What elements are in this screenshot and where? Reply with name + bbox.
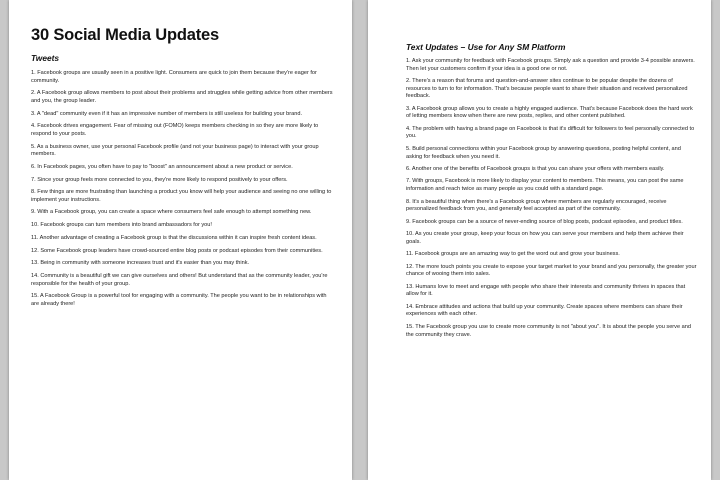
list-item: 4. Facebook drives engagement. Fear of missing out (FOMO) keeps members checking in so they are more likely to respond to your posts. — [31, 123, 319, 137]
list-item: 13. Being in community with someone increases trust and it's easier than you may think. — [31, 260, 250, 267]
list-item: 9. Facebook groups can be a source of never-ending source of blog posts, podcast episodes, and product titles. — [406, 218, 683, 225]
text-update-list — [406, 58, 697, 339]
list-item: 11. Another advantage of creating a Facebook group is that the discussions within it can inspire fresh content ideas. — [31, 234, 317, 241]
list-item: 8. Few things are more frustrating than launching a product you know will help your audience and seeing no one willing to implement your instructions. — [31, 189, 332, 203]
list-item: 6. In Facebook pages, you often have to pay to "boost" an announcement about a new product or service. — [31, 163, 293, 170]
list-item: 7. Since your group feels more connected to you, they're more likely to respond positively to your offers. — [31, 176, 288, 183]
list-item: 3. A "dead" community even if it has an impressive number of members is still useless for building your brand. — [31, 110, 303, 117]
tweet-list — [31, 70, 336, 308]
list-item: 12. Some Facebook group leaders have crowd-sourced entire blog posts or podcast episodes from their communities. — [31, 247, 323, 254]
list-item: 4. The problem with having a brand page on Facebook is that it's difficult for followers to feel personally connected to you. — [406, 125, 695, 140]
list-item: 1. Facebook groups are usually seen in a positive light. Consumers are quick to join them because they're eager for community. — [31, 70, 317, 84]
list-item: 13. Humans love to meet and engage with people who share their interests and community thrives in spaces that allow for it. — [406, 283, 686, 298]
list-item: 14. Embrace attitudes and actions that build up your community. Create spaces where members can share their experiences with each other. — [406, 303, 683, 318]
document-page-right — [368, 0, 711, 480]
list-item: 15. The Facebook group you use to create more community is not "about you". It is about the people you serve and the community they crave. — [406, 323, 691, 338]
list-item: 9. With a Facebook group, you can create a space where consumers feel safe enough to attempt something new. — [31, 209, 312, 216]
document-page-left — [9, 0, 352, 480]
list-item: 14. Community is a beautiful gift we can give ourselves and others! But understand that as the community leader, you're responsible for the health of your group. — [31, 272, 328, 287]
list-item: 7. With groups, Facebook is more likely to display your content to members. This means, you can post the same information and reach twice as many people as you could with a standard page. — [406, 178, 684, 193]
list-item: 11. Facebook groups are an amazing way to get the word out and grow your business. — [406, 251, 620, 258]
section-heading-tweets: Tweets — [31, 53, 60, 63]
list-item: 2. A Facebook group allows members to post about their problems and struggles while getting advice from other members and you, the group leader. — [31, 90, 333, 104]
list-item: 10. As you create your group, keep your focus on how you can serve your members and help them achieve their goals. — [406, 231, 684, 245]
list-item: 15. A Facebook Group is a powerful tool for engaging with a community. The people you want to be in relationships with are already there! — [31, 293, 327, 307]
list-item: 3. A Facebook group allows you to create a highly engaged audience. That's because Facebook does the hard work of letting members know when there are new posts, replies, and other content published. — [406, 105, 693, 120]
list-item: 8. It's a beautiful thing when there's a Facebook group where members are regularly encouraged, receive personalized feedback from you, and generally feel accepted as part of the community. — [406, 198, 667, 213]
list-item: 12. The more touch points you create to expose your target market to your brand and you personally, the greater your chance of wooing them into sales. — [406, 263, 697, 278]
list-item: 2. There's a reason that forums and question-and-answer sites continue to be popular despite the dozens of resources to turn to for information. That's because people want to share their situation and received personalized feedback. — [406, 78, 688, 100]
section-heading-text-updates: Text Updates – Use for Any SM Platform — [406, 42, 566, 52]
list-item: 5. Build personal connections within your Facebook group by answering questions, posting helpful content, and asking for feedback when you need it. — [406, 145, 681, 160]
list-item: 6. Another one of the benefits of Facebook groups is that you can share your offers with members easily. — [406, 165, 665, 172]
list-item: 10. Facebook groups can turn members into brand ambassadors for you! — [31, 222, 212, 229]
document-title: 30 Social Media Updates — [31, 26, 219, 44]
list-item: 1. Ask your community for feedback with Facebook groups. Simply ask a question and provide 3-4 possible answers. Then let your customers confirm if your idea is a good one or not. — [406, 58, 695, 72]
list-item: 5. As a business owner, use your personal Facebook profile (and not your business page) to interact with your group members. — [31, 143, 319, 158]
